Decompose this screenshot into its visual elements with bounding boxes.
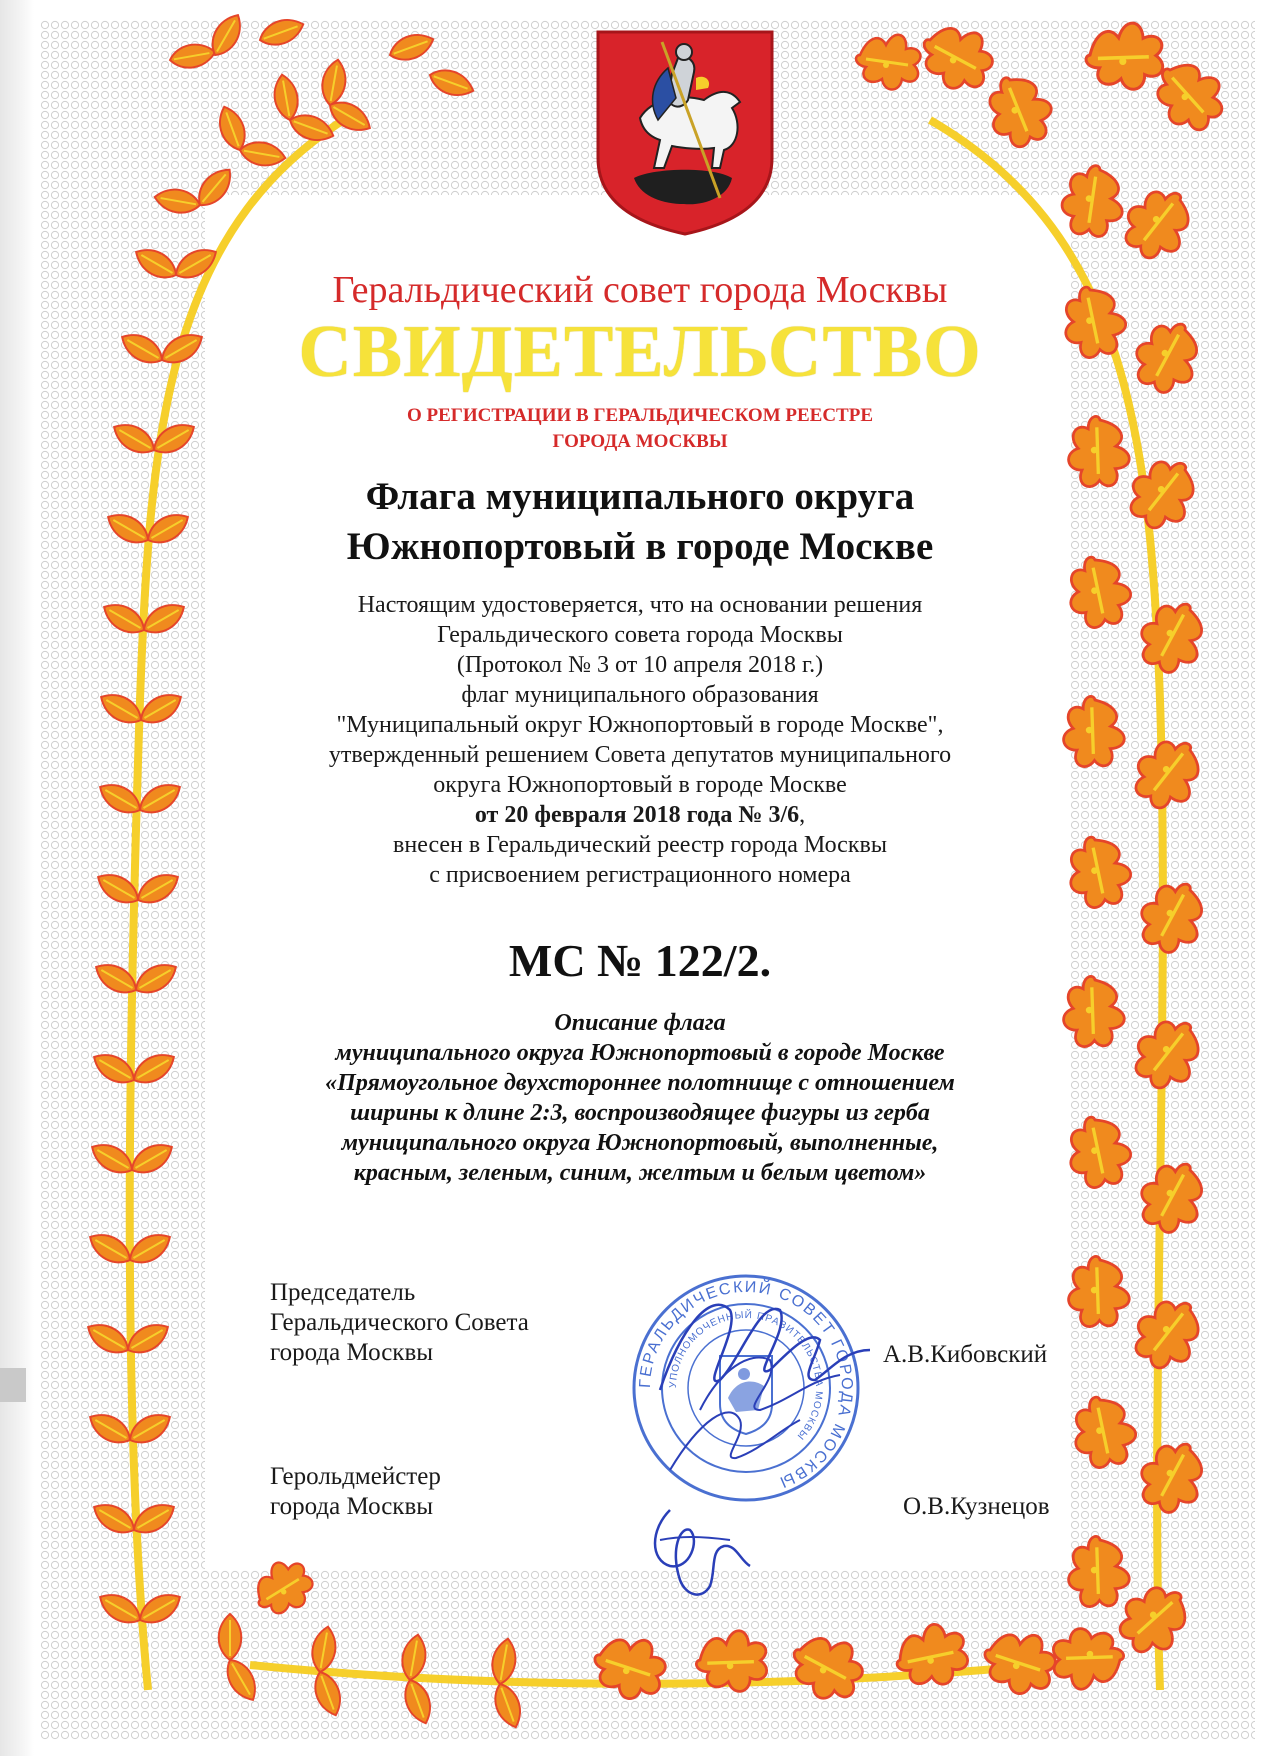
herald-title-line: города Москвы [270,1493,434,1520]
decision-date: от 20 февраля 2018 года № 3/6 [474,802,800,828]
decision-date-comma: , [799,802,806,828]
registry-subtitle-line-1: О РЕГИСТРАЦИИ В ГЕРАЛЬДИЧЕСКОМ РЕЕСТРЕ [406,405,874,426]
body-line: с присвоением регистрационного номера [429,862,851,888]
body-line: утвержденный решением Совета депутатов муниципального [328,742,952,768]
body-line: Геральдического совета города Москвы [437,622,843,648]
description-line: красным, зеленым, синим, желтым и белым цветом» [353,1160,927,1186]
seal-outer-text: ГЕРАЛЬДИЧЕСКИЙ СОВЕТ ГОРОДА МОСКВЫ [636,1278,856,1492]
description-line: муниципального округа Южнопортовый, выполненные, [341,1130,939,1156]
description-line: муниципального округа Южнопортовый в городе Москве [335,1040,945,1066]
certificate-body [260,590,1020,890]
chairman-signature [640,1270,880,1500]
decision-date-line [260,800,1020,830]
herald-title [270,1462,441,1522]
body-line: (Протокол № 3 от 10 апреля 2018 г.) [456,652,824,678]
subject-title-line-1: Флага муниципального округа [365,475,915,518]
body-line: округа Южнопортовый в городе Москве [433,772,847,798]
description-line: «Прямоугольное двухстороннее полотнище с отношением [325,1070,955,1096]
herald-title-line: Герольдмейстер [270,1463,441,1490]
body-line: "Муниципальный округ Южнопортовый в городе Москве", [336,712,944,738]
body-line: внесен в Геральдический реестр города Москвы [393,832,887,858]
body-line: флаг муниципального образования [461,682,819,708]
subject-title-line-2: Южнопортовый в городе Москве [346,525,934,568]
certificate-title: СВИДЕТЕЛЬСТВО [298,311,982,393]
moscow-coat-of-arms-emblem [592,28,778,238]
herald-name: О.В.Кузнецов [903,1493,1050,1520]
chairman-title-line: Председатель [270,1279,416,1306]
chairman-title-line: Геральдического Совета [270,1309,529,1336]
registration-number: МС № 122/2. [508,935,772,986]
flag-description [260,1008,1020,1188]
herald-signature [640,1470,760,1610]
description-line: ширины к длине 2:3, воспроизводящее фигуры из герба [350,1100,930,1126]
seal-inner-text: УПОЛНОМОЧЕННЫЙ ПРАВИТЕЛЬСТВА МОСКВЫ [667,1309,825,1442]
registry-subtitle-line-2: ГОРОДА МОСКВЫ [552,431,728,452]
body-line: Настоящим удостоверяется, что на основании решения [357,592,923,618]
chairman-title [270,1278,529,1368]
chairman-name: А.В.Кибовский [883,1341,1048,1368]
description-line: Описание флага [554,1010,726,1036]
council-heading: Геральдический совет города Москвы [332,269,948,311]
chairman-title-line: города Москвы [270,1339,434,1366]
